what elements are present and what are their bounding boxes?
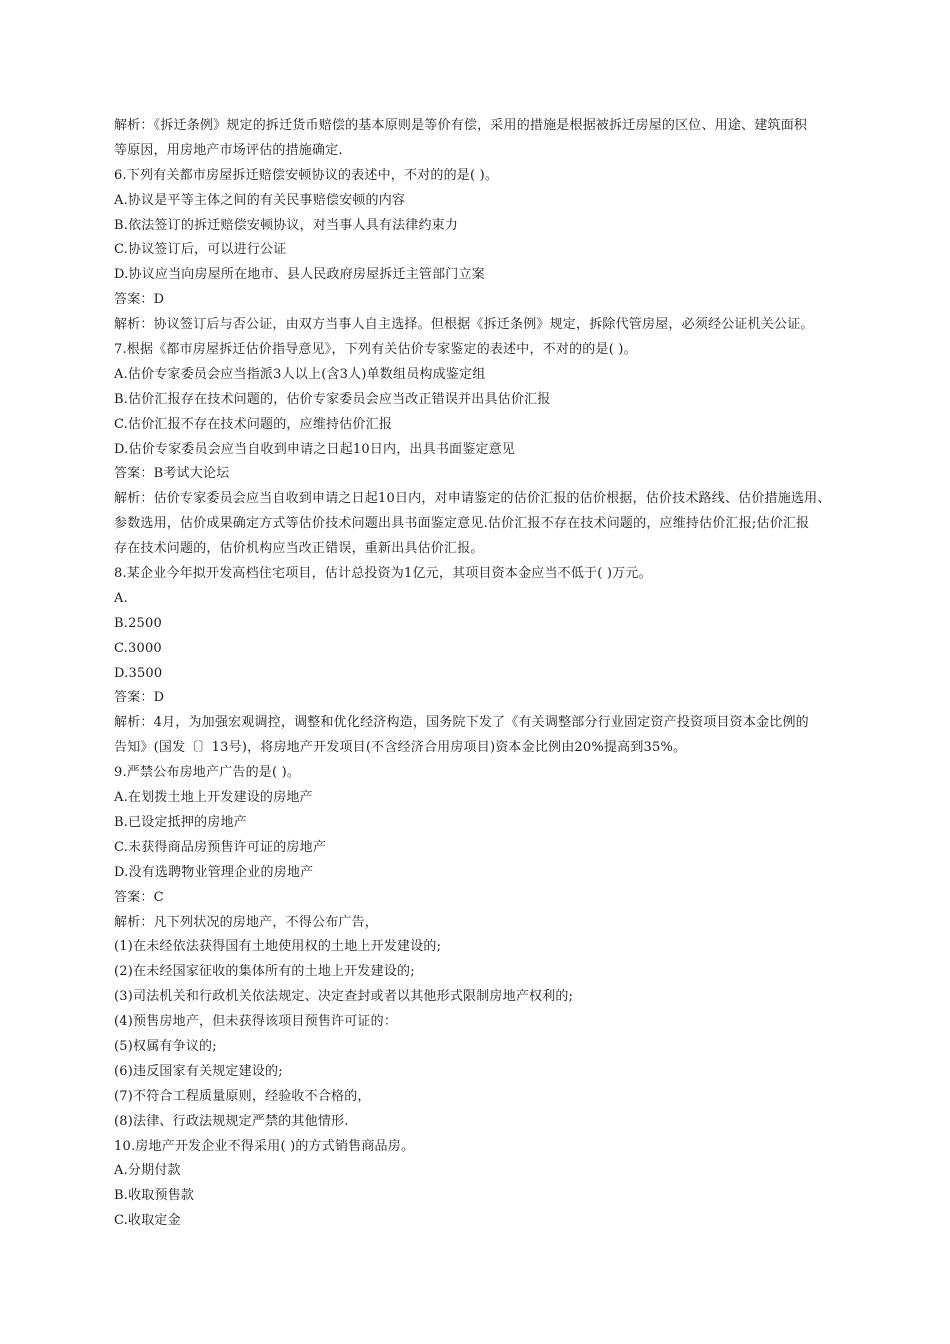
answer-option: C.未获得商品房预售许可证的房地产 (114, 839, 327, 855)
answer-option: A.分期付款 (114, 1163, 181, 1179)
explanation-item: (6)违反国家有关规定建设的; (114, 1063, 283, 1079)
question-stem: 9.严禁公布房地产广告的是( )。 (114, 765, 301, 781)
explanation: 解析：估价专家委员会应当自收到申请之日起10日内，对申请鉴定的估价汇报的估价根据，估价技术路线、估价措施选用、 (114, 491, 831, 507)
explanation-item: (4)预售房地产，但未获得该项目预售许可证的： (114, 1014, 398, 1030)
explanation: 解析：凡下列状况的房地产，不得公布广告， (114, 914, 379, 930)
answer-option: A. (114, 590, 128, 606)
text-line: 等原因，用房地产市场评估的措施确定. (114, 142, 343, 158)
question-stem: 10.房地产开发企业不得采用( )的方式销售商品房。 (114, 1138, 415, 1154)
explanation: 参数选用，估价成果确定方式等估价技术问题出具书面鉴定意见.估价汇报不存在技术问题的，应维持估价汇报;估价汇报 (114, 516, 810, 532)
answer-option: B.依法签订的拆迁赔偿安顿协议，对当事人具有法律约束力 (114, 217, 459, 233)
answer-key: 答案：D (114, 690, 165, 706)
explanation-item: (8)法律、行政法规规定严禁的其他情形. (114, 1113, 349, 1129)
answer-option: A.协议是平等主体之间的有关民事赔偿安顿的内容 (114, 192, 406, 208)
answer-option: C.收取定金 (114, 1213, 181, 1229)
question-stem: 8.某企业今年拟开发高档住宅项目，估计总投资为1亿元，其项目资本金应当不低于( )万元。 (114, 566, 652, 582)
explanation: 解析：协议签订后与否公证，由双方当事人自主选择。但根据《拆迁条例》规定，拆除代管房屋，必须经公证机关公证。 (114, 317, 814, 333)
text-line: 解析：《拆迁条例》规定的拆迁货币赔偿的基本原则是等价有偿，采用的措施是根据被拆迁房屋的区位、用途、建筑面积 (114, 118, 808, 133)
answer-key: 答案：B考试大论坛 (114, 466, 230, 482)
explanation-item: (7)不符合工程质量原则，经验收不合格的， (114, 1088, 371, 1104)
answer-option: D.协议应当向房屋所在地市、县人民政府房屋拆迁主管部门立案 (114, 267, 485, 283)
explanation-item: (1)在未经依法获得国有土地使用权的土地上开发建设的; (114, 939, 442, 955)
answer-option: D.3500 (114, 665, 163, 681)
answer-option: B.已设定抵押的房地产 (114, 814, 247, 830)
answer-option: C.估价汇报不存在技术问题的，应维持估价汇报 (114, 416, 393, 432)
answer-option: B.2500 (114, 615, 162, 631)
explanation: 告知》(国发〔〕13号)，将房地产开发项目(不含经济合用房项目)资本金比例由20%提高到35%。 (114, 740, 687, 756)
explanation-item: (3)司法机关和行政机关依法规定、决定查封或者以其他形式限制房地产权利的; (114, 989, 574, 1005)
answer-key: 答案：D (114, 292, 165, 308)
answer-option: D.没有选聘物业管理企业的房地产 (114, 864, 314, 880)
explanation-item: (2)在未经国家征收的集体所有的土地上开发建设的; (114, 964, 415, 980)
explanation: 存在技术问题的，估价机构应当改正错误，重新出具估价汇报。 (114, 541, 484, 557)
question-stem: 6.下列有关都市房屋拆迁赔偿安顿协议的表述中，不对的的是( )。 (114, 167, 499, 183)
answer-option: C.3000 (114, 640, 162, 656)
answer-option: B.收取预售款 (114, 1188, 195, 1204)
answer-option: D.估价专家委员会应当自收到申请之日起10日内，出具书面鉴定意见 (114, 441, 516, 457)
answer-option: B.估价汇报存在技术问题的，估价专家委员会应当改正错误并出具估价汇报 (114, 391, 551, 407)
explanation: 解析：4月，为加强宏观调控，调整和优化经济构造，国务院下发了《有关调整部分行业固定资产投资项目资本金比例的 (114, 715, 809, 731)
answer-option: C.协议签订后，可以进行公证 (114, 242, 287, 258)
document-body (114, 114, 904, 1234)
answer-key: 答案：C (114, 889, 164, 905)
answer-option: A.估价专家委员会应当指派3人以上(含3人)单数组员构成鉴定组 (114, 366, 486, 382)
question-stem: 7.根据《都市房屋拆迁估价指导意见》，下列有关估价专家鉴定的表述中，不对的的是( )。 (114, 342, 637, 358)
answer-option: A.在划拨土地上开发建设的房地产 (114, 790, 313, 806)
explanation-item: (5)权属有争议的; (114, 1038, 217, 1054)
